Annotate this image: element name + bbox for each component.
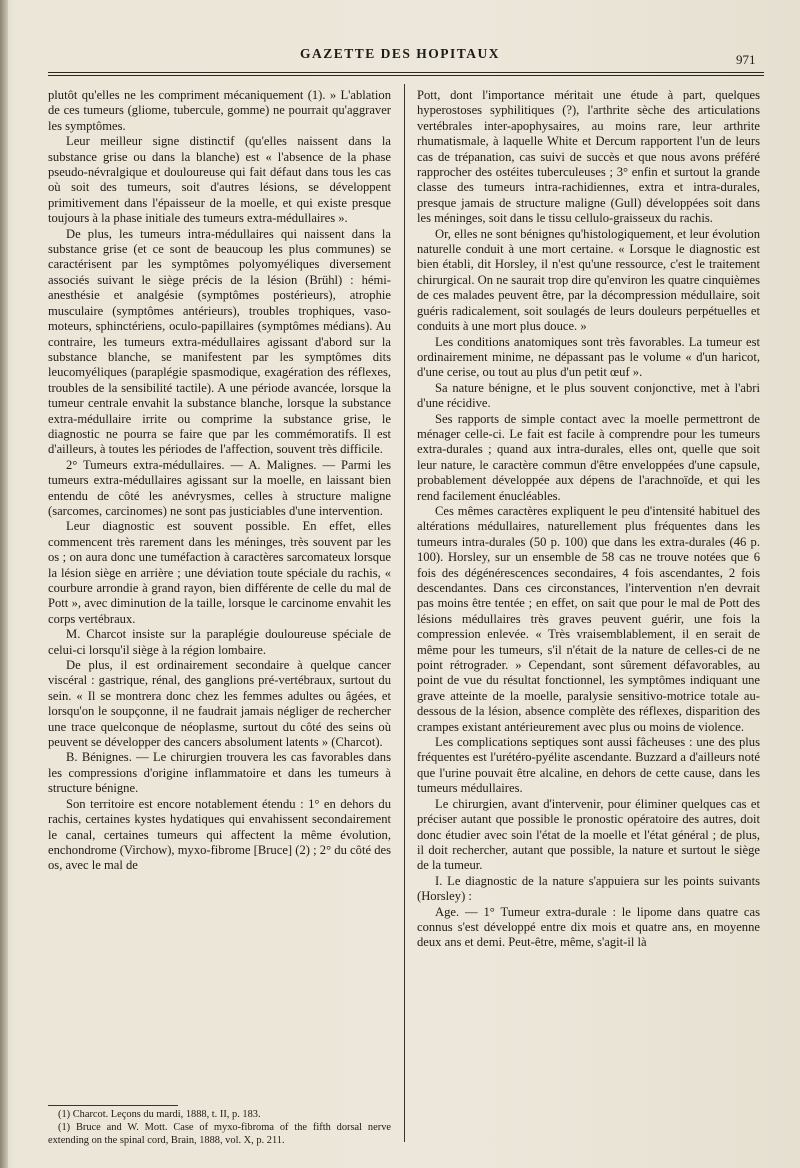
running-title: GAZETTE DES HOPITAUX <box>299 46 501 61</box>
paragraph: Son territoire est encore notablement étendu : 1° en dehors du rachis, certaines kystes hydatiques qui envahissent secondairement le canal, certaines tumeurs qui affectent la même évolution, enchondrome (Virchow), myxo-fibrome [Bruce] (2) ; 2° du côté des os, avec le mal de <box>48 796 391 873</box>
paragraph: Ces mêmes caractères expliquent le peu d'intensité habituel des altérations médullaires, naturellement plus fréquentes dans les tumeurs intra-durales (50 p. 100) que dans les extra-durales (46 p. 100). Horsley, sur un ensemble de 58 cas ne trouve notées que 6 fois des dégénérescences secondaires, 4 fois ascendantes, 2 fois descendantes. Dans ces circonstances, l'intervention n'en devrait pas moins être tentée ; en effet, on sait que pour le mal de Pott des lésions médullaires très graves peuvent guérir, une fois la compression enlevée. « Très vraisemblablement, il en serait de même pour les tumeurs, s'il n'était de la nature de celles-ci de ne point rétrograder. » Cependant, sont sûrement défavorables, au point de vue du résultat fonctionnel, les symptômes indiquant une grave atteinte de la moelle, paralysie sensitivo-motrice totale au-dessous de la lésion, absence complète des réflexes, disparition des crampes existant antérieurement avec plus ou moins de violence. <box>417 503 760 734</box>
footnote: (1) Bruce and W. Mott. Case of myxo-fibroma of the fifth dorsal nerve extending on the spinal cord, Brain, 1888, vol. X, p. 211. <box>48 1122 391 1146</box>
paragraph: Leur meilleur signe distinctif (qu'elles naissent dans la substance grise ou dans la blanche) est « l'absence de la phase pseudo-névralgique et douloureuse qui fait défaut dans tous les cas où soit des tumeurs, soit d'autres lésions, se développent primitivement dans l'épaisseur de la moelle, et qui existe presque toujours à la phase initiale des tumeurs extra-médullaires ». <box>48 134 391 226</box>
paragraph: Les complications septiques sont aussi fâcheuses : une des plus fréquentes est l'urétéro-pyélite ascendante. Buzzard a d'ailleurs noté que l'urine pouvait être alcaline, en dehors de cette cause, dans les tumeurs médullaires. <box>417 735 760 796</box>
paragraph: I. Le diagnostic de la nature s'appuiera sur les points suivants (Horsley) : <box>417 873 760 904</box>
paragraph: De plus, les tumeurs intra-médullaires qui naissent dans la substance grise (et ce sont de beaucoup les plus communes) se caractérisent par les symptômes polyomyéliques diversement associés suivant le siège précis de la lésion (Brühl) : hémi-anesthésie et analgésie (symptômes postérieurs), atrophie musculaire (symptômes antérieurs), troubles trophiques, vaso-moteurs, sphinctériens, oculo-papillaires (symptômes médians). Au contraire, les tumeurs extra-médullaires agissant d'abord sur la substance blanche, se manifestent par les symptômes dits leucomyéliques (paraplégie spasmodique, exagération des réflexes, troubles de la sensibilité tactile). A une période avancée, lorsque la tumeur centrale envahit la substance blanche, lorsque la substance extra-médullaire irrite ou comprime la substance grise, le diagnostic ne pourra se faire que par les commémoratifs. Il est d'ailleurs, à toutes les périodes de l'affection, souvent très difficile. <box>48 226 391 457</box>
paragraph: Les conditions anatomiques sont très favorables. La tumeur est ordinairement minime, ne dépassant pas le volume « d'un haricot, d'une cerise, ou tout au plus d'un petit œuf ». <box>417 334 760 380</box>
binding-edge <box>0 0 8 1168</box>
header-rule-bottom <box>48 75 764 76</box>
paragraph: De plus, il est ordinairement secondaire à quelque cancer viscéral : gastrique, rénal, des ganglions pré-vertébraux, surtout du sein. « Il se montrera donc chez les femmes adultes ou âgées, et lorsqu'on le soupçonne, il ne faudrait jamais négliger de rechercher une trace quelconque de néoplasme, surtout du côté des seins où peuvent se développer des cancers absolument latents » (Charcot). <box>48 658 391 750</box>
paragraph: Ses rapports de simple contact avec la moelle permettront de ménager celle-ci. Le fait est facile à comprendre pour les tumeurs extra-durales ; quand aux intra-durales, elles ont, quelle que soit leur nature, le caractère commun d'être enveloppées d'une capsule, probablement développée aux dépens de l'arachnoïde, et qui les rend facilement énucléables. <box>417 411 760 503</box>
footnote: (1) Charcot. Leçons du mardi, 1888, t. II, p. 183. <box>58 1109 261 1120</box>
left-column <box>48 88 391 874</box>
paragraph: plutôt qu'elles ne les compriment mécaniquement (1). » L'ablation de ces tumeurs (gliome, tubercule, gomme) ne pourrait qu'aggraver les symptômes. <box>48 88 391 133</box>
paragraph: Or, elles ne sont bénignes qu'histologiquement, et leur évolution naturelle conduit à une mort certaine. « Lorsque le diagnostic est bien établi, dit Horsley, il n'est qu'une ressource, c'est le traitement chirurgical. On ne saurait trop dire qu'environ les quatre cinquièmes de ces malades peuvent être, par la décompression médullaire, soit guéris radicalement, soit soulagés de leurs douleurs perpétuelles et conduits à une mort plus douce. » <box>417 226 760 334</box>
right-column <box>417 88 760 951</box>
page-number: 971 <box>736 52 756 67</box>
paragraph: Leur diagnostic est souvent possible. En effet, elles commencent très rarement dans les méninges, très souvent par les os ; on aura donc une tuméfaction à caractères sarcomateux lorsque la lésion siège en arrière ; une déviation toute spéciale du rachis, « courbure arrondie à grand rayon, bien différente de celle du mal de Pott », avec diminution de la taille, lorsque le carcinome envahit les corps vertébraux. <box>48 519 391 626</box>
paragraph: Pott, dont l'importance méritait une étude à part, quelques hyperostoses syphilitiques (?), l'arthrite sèche des articulations vertébrales inter-apophysaires, au moins rare, leur arthrite rhumatismale, à laquelle White et Dercum rapportent l'un de leurs cas de trépanation, cas suivi de succès et que nous avons préféré rapprocher des ostéites tuberculeuses ; 3° enfin et surtout la grande classe des tumeurs intra-rachidiennes, extra et intra-durales, presque jamais de structure maligne (Gull) développées soit dans les méninges, soit dans le tissu cellulo-graisseux du rachis. <box>417 88 760 226</box>
paragraph: M. Charcot insiste sur la paraplégie douloureuse spéciale de celui-ci lorsqu'il siège à la région lombaire. <box>48 627 391 657</box>
footnotes <box>48 1108 391 1147</box>
paragraph: Age. — 1° Tumeur extra-durale : le lipome dans quatre cas connus s'est développé entre dix mois et quatre ans, en moyenne deux ans et demi. Peut-être, même, s'agit-il là <box>417 904 760 950</box>
column-divider <box>404 84 405 1142</box>
paragraph: 2° Tumeurs extra-médullaires. — A. Malignes. — Parmi les tumeurs extra-médullaires agissant sur la moelle, en laissant bien entendu de côté les anévrysmes, celles à structure maligne (sarcomes, carcinomes) ne sont pas justiciables d'une intervention. <box>48 457 391 518</box>
paragraph: B. Bénignes. — Le chirurgien trouvera les cas favorables dans les compressions d'origine inflammatoire et dans les tumeurs à structure bénigne. <box>48 750 391 796</box>
header-rule-top <box>48 72 764 73</box>
footnote-rule <box>48 1105 178 1106</box>
paragraph: Sa nature bénigne, et le plus souvent conjonctive, met à l'abri d'une récidive. <box>417 380 760 411</box>
paragraph: Le chirurgien, avant d'intervenir, pour éliminer quelques cas et préciser autant que possible le pronostic opératoire des autres, doit donc étudier avec soin l'état de la moelle et l'état général ; de plus, il doit rechercher, autant que possible, la nature et surtout le siège de la tumeur. <box>417 796 760 873</box>
